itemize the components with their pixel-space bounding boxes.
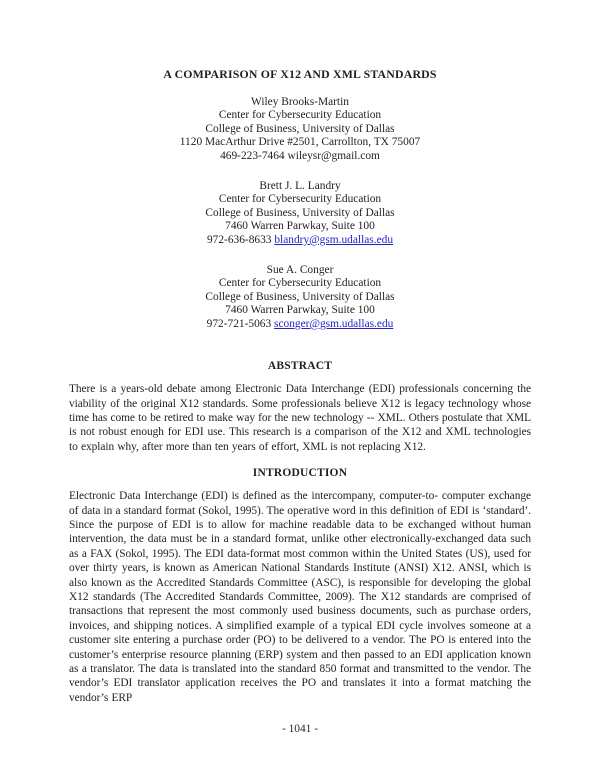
author-department: Center for Cybersecurity Education <box>218 109 382 122</box>
introduction-paragraph: Electronic Data Interchange (EDI) is defined as the intercompany, computer-to- computer exchange of data in a standard format (Sokol, 1995). The operative word in this definition of EDI is ‘standard’. Since the purpose of EDI is to allow for machine readable data to be exchanged without human intervention, the data must be in a standard format, unlike other electronically-exchanged data such as a FAX (Sokol, 1995). The EDI data-format most common within the United States (US), used for over thirty years, is known as American National Standards Institute (ANSI) X12. ANSI, which is also known as the Accredited Standards Committee (ASC), is responsible for developing the global X12 standards (The Accredited Standards Committee, 2009). The X12 standards are comprised of transactions that represent the most commonly used business documents, such as purchase orders, invoices, and shipping notices. A simplified example of a typical EDI cycle involves someone at a customer site entering a purchase order (PO) to be delivered to a vendor. The PO is entered into the customer’s enterprise resource planning (ERP) system and then passed to an EDI application known as a translator. The data is translated into the standard 850 format and transmitted to the vendor. The vendor’s EDI translator application receives the PO and translates it into a format matching the vendor’s ERP <box>69 490 532 704</box>
author-address: 7460 Warren Parwkay, Suite 100 <box>225 304 375 317</box>
page-number: - 1041 - <box>281 723 319 735</box>
author-email: wileysr@gmail.com <box>287 149 380 162</box>
author-name: Brett J. L. Landry <box>259 180 341 193</box>
section-heading-introduction: INTRODUCTION <box>252 467 348 480</box>
author-department: Center for Cybersecurity Education <box>218 193 382 206</box>
paper-title: A COMPARISON OF X12 AND XML STANDARDS <box>163 67 437 81</box>
author-contact <box>69 234 531 247</box>
author-contact <box>69 318 531 331</box>
author-department: Center for Cybersecurity Education <box>218 277 382 290</box>
author-block <box>69 180 531 247</box>
author-email-link[interactable]: blandry@gsm.udallas.edu <box>274 233 394 246</box>
author-email-link[interactable]: sconger@gsm.udallas.edu <box>274 317 394 330</box>
author-address: 7460 Warren Parwkay, Suite 100 <box>225 220 375 233</box>
author-organization: College of Business, University of Dallas <box>205 206 395 219</box>
author-organization: College of Business, University of Dallas <box>205 122 395 135</box>
section-heading-abstract: ABSTRACT <box>267 360 333 373</box>
author-phone: 972-721-5063 <box>206 317 272 330</box>
author-organization: College of Business, University of Dallas <box>205 290 395 303</box>
author-block <box>69 96 531 163</box>
author-block <box>69 264 531 331</box>
author-address: 1120 MacArthur Drive #2501, Carrollton, TX 75007 <box>179 136 421 149</box>
author-phone: 972-636-8633 <box>206 233 272 246</box>
author-name: Sue A. Conger <box>266 264 334 277</box>
author-name: Wiley Brooks-Martin <box>251 96 349 108</box>
author-phone: 469-223-7464 <box>220 149 285 162</box>
abstract-paragraph: There is a years-old debate among Electronic Data Interchange (EDI) professionals concerning the viability of the original X12 standards. Some professionals believe X12 is legacy technology whose time has come to be retired to make way for the new technology -- XML. Others postulate that XML is not robust enough for EDI use. This research is a comparison of the X12 and XML technologies to explain why, after more than ten years of effort, XML is not replacing X12. <box>69 383 532 453</box>
author-contact <box>69 150 531 163</box>
